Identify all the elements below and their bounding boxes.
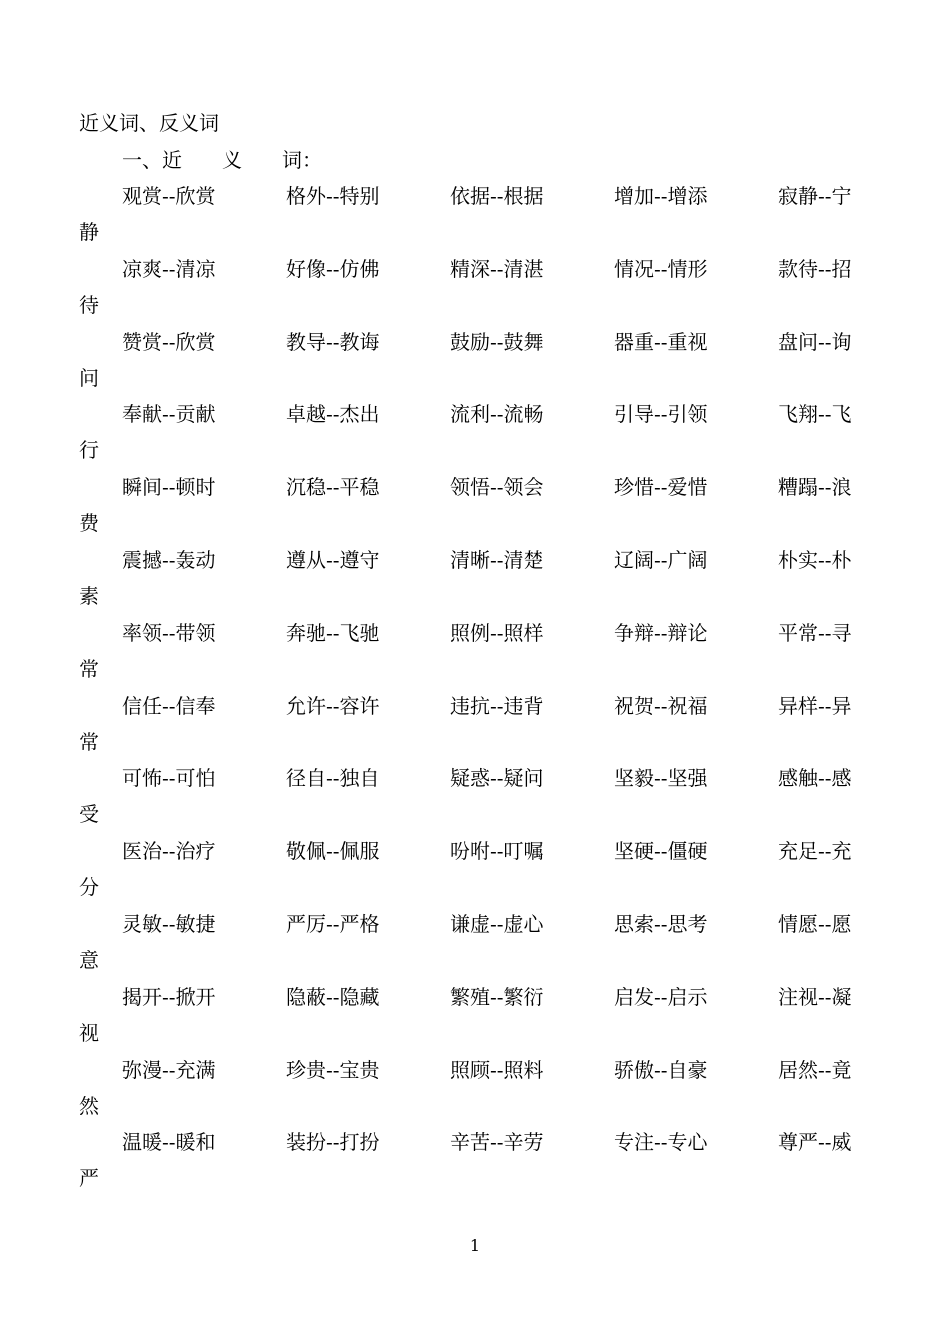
wrapped-character: 待 [79,292,99,317]
wrapped-character: 视 [79,1020,99,1045]
synonym-pair: 震撼--轰动 [122,547,216,572]
synonym-row [79,691,879,764]
synonym-pair: 奔驰--飞驰 [286,620,380,645]
document-title: 近义词、反义词 [79,111,219,135]
wrapped-character: 严 [79,1166,99,1191]
wrapped-character: 然 [79,1093,99,1118]
synonym-pair: 居然--竟 [778,1057,852,1082]
section-heading: 一、近 义 词： [122,148,322,172]
synonym-pair: 平常--寻 [778,620,852,645]
synonym-pair: 骄傲--自豪 [614,1057,708,1082]
synonym-row [79,399,879,472]
synonym-pair: 盘问--询 [778,329,852,354]
synonym-pair: 率领--带领 [122,620,216,645]
synonym-pair: 揭开--掀开 [122,984,216,1009]
synonym-pair: 飞翔--飞 [778,402,852,427]
synonym-pair: 清晰--清楚 [450,547,544,572]
synonym-row [79,254,879,327]
synonym-pair: 违抗--违背 [450,693,544,718]
wrapped-character: 分 [79,875,99,900]
synonym-pair: 教导--教诲 [286,329,380,354]
synonym-pair: 径自--独自 [286,766,380,791]
synonym-pair: 款待--招 [778,256,852,281]
synonym-pair: 珍惜--爱惜 [614,475,708,500]
synonym-row [79,909,879,982]
synonym-pair: 照顾--照料 [450,1057,544,1082]
synonym-row [79,181,879,254]
synonym-row [79,763,879,836]
synonym-pair: 严厉--严格 [286,911,380,936]
wrapped-character: 常 [79,656,99,681]
synonym-pair: 隐蔽--隐藏 [286,984,380,1009]
synonym-pair: 瞬间--顿时 [122,475,216,500]
synonym-pair: 敬佩--佩服 [286,839,380,864]
synonym-pair: 领悟--领会 [450,475,544,500]
synonym-pair: 弥漫--充满 [122,1057,216,1082]
synonym-pair: 吩咐--叮嘱 [450,839,544,864]
wrapped-character: 问 [79,365,99,390]
synonym-pair: 可怖--可怕 [122,766,216,791]
synonym-pair: 充足--充 [778,839,852,864]
synonym-pair: 赞赏--欣赏 [122,329,216,354]
synonym-pair: 尊严--威 [778,1130,852,1155]
synonym-row [79,1127,879,1200]
synonym-pair: 沉稳--平稳 [286,475,380,500]
synonym-pair: 启发--启示 [614,984,708,1009]
synonym-pair: 辽阔--广阔 [614,547,708,572]
synonym-pair: 凉爽--清凉 [122,256,216,281]
synonym-pair: 异样--异 [778,693,852,718]
wrapped-character: 受 [79,802,99,827]
synonym-pair: 鼓励--鼓舞 [450,329,544,354]
synonym-pair: 感触--感 [778,766,852,791]
synonym-pair: 精深--清湛 [450,256,544,281]
wrapped-character: 静 [79,220,99,244]
wrapped-character: 行 [79,438,99,463]
synonym-row [79,545,879,618]
synonym-pair: 争辩--辩论 [614,620,708,645]
synonym-pair: 引导--引领 [614,402,708,427]
synonym-pair: 繁殖--繁衍 [450,984,544,1009]
synonym-row [79,1055,879,1128]
synonym-pair: 情况--情形 [614,256,708,281]
synonym-pair: 疑惑--疑问 [450,766,544,791]
synonym-pair: 糟蹋--浪 [778,475,852,500]
synonym-pair: 装扮--打扮 [286,1130,380,1155]
synonym-pair: 奉献--贡献 [122,402,216,427]
synonym-pair: 格外--特别 [286,184,380,208]
synonym-pair: 流利--流畅 [450,402,544,427]
synonym-pair: 医治--治疗 [122,839,216,864]
synonym-pair: 依据--根据 [450,184,544,208]
synonym-pair: 朴实--朴 [778,547,852,572]
page-number: 1 [469,1236,481,1255]
synonym-pair: 卓越--杰出 [286,402,380,427]
wrapped-character: 常 [79,729,99,754]
synonym-pair: 好像--仿佛 [286,256,380,281]
synonym-row [79,836,879,909]
synonym-pair: 允许--容许 [286,693,380,718]
synonym-pair: 祝贺--祝福 [614,693,708,718]
synonym-pair: 辛苦--辛劳 [450,1130,544,1155]
synonym-row [79,618,879,691]
synonym-pair: 寂静--宁 [778,184,852,208]
synonym-pair: 灵敏--敏捷 [122,911,216,936]
synonym-pair: 情愿--愿 [778,911,852,936]
synonym-pair: 思索--思考 [614,911,708,936]
synonym-pair: 专注--专心 [614,1130,708,1155]
synonym-pair: 照例--照样 [450,620,544,645]
wrapped-character: 素 [79,583,99,608]
synonym-pair: 珍贵--宝贵 [286,1057,380,1082]
synonym-pair: 温暖--暖和 [122,1130,216,1155]
synonym-pair: 坚硬--僵硬 [614,839,708,864]
synonym-row [79,472,879,545]
synonym-row [79,982,879,1055]
synonym-list [79,181,879,1200]
synonym-pair: 坚毅--坚强 [614,766,708,791]
synonym-pair: 遵从--遵守 [286,547,380,572]
synonym-pair: 观赏--欣赏 [122,184,216,208]
synonym-pair: 器重--重视 [614,329,708,354]
synonym-pair: 增加--增添 [614,184,708,208]
wrapped-character: 费 [79,511,99,536]
synonym-pair: 谦虚--虚心 [450,911,544,936]
wrapped-character: 意 [79,947,99,972]
synonym-pair: 信任--信奉 [122,693,216,718]
synonym-pair: 注视--凝 [778,984,852,1009]
synonym-row [79,327,879,400]
